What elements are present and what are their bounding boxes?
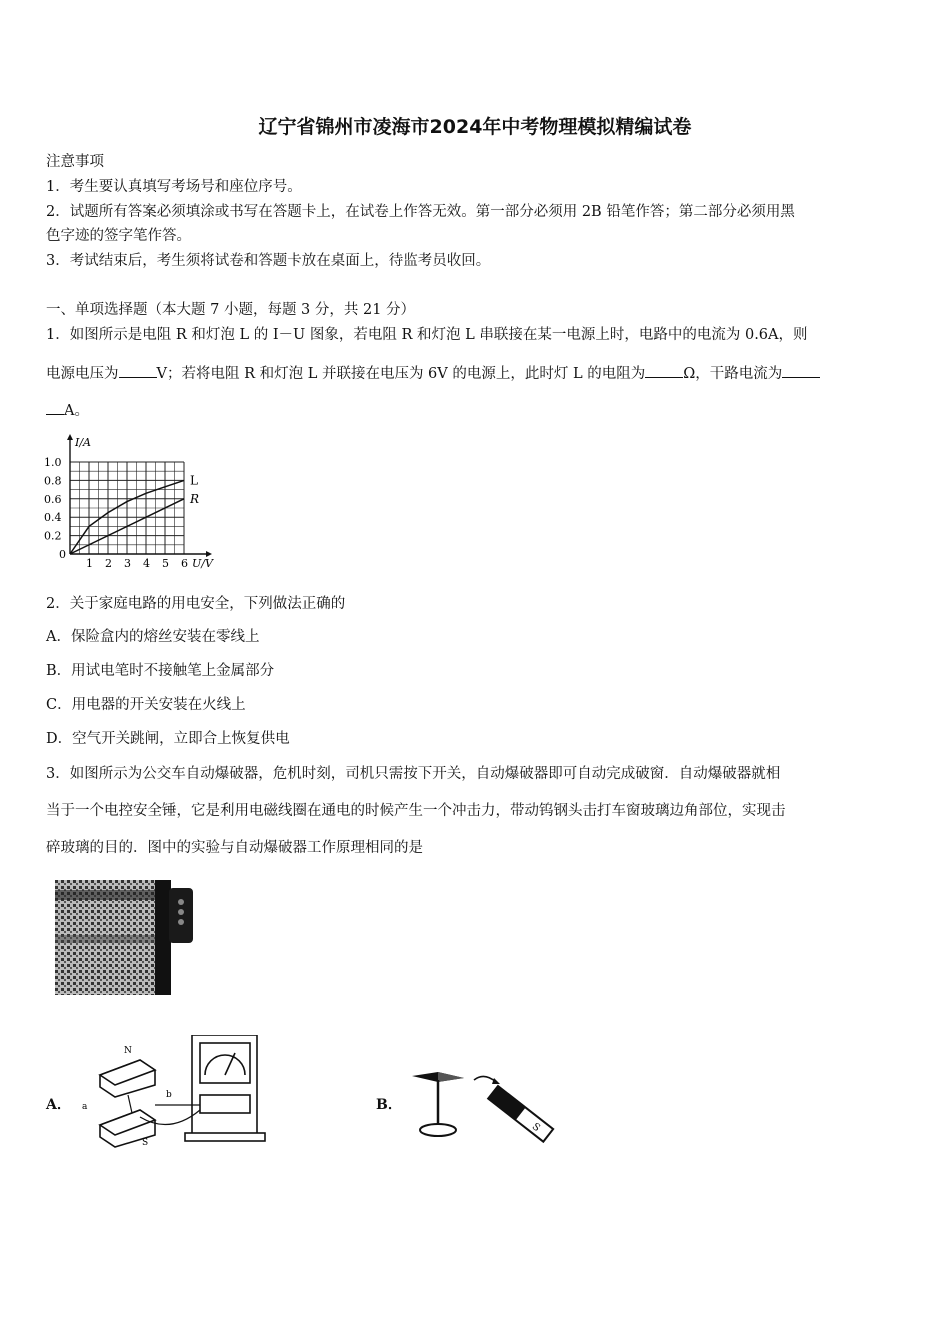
- fig-label-s: S: [142, 1138, 149, 1148]
- x-tick-label: 5: [162, 557, 169, 570]
- q1-line1: 1．如图所示是电阻 R 和灯泡 L 的 I－U 图象，若电阻 R 和灯泡 L 串联接在某一电源上时，电路中的电流为 0.6A，则: [46, 327, 808, 343]
- y-tick-label: 0.2: [44, 529, 62, 543]
- fig-label-a: a: [82, 1102, 88, 1112]
- y-tick-label: 0.8: [44, 474, 62, 488]
- q1-text-a: 电源电压为: [46, 366, 119, 382]
- answer-blank-1[interactable]: [119, 363, 157, 378]
- q3-option-b-label[interactable]: B．: [376, 1097, 402, 1113]
- q2-option-b[interactable]: B．用试电笔时不接触笔上金属部分: [46, 663, 275, 679]
- fig-label-b: b: [166, 1090, 172, 1100]
- magnet-label-s: S: [529, 1121, 542, 1135]
- answer-blank-2[interactable]: [645, 363, 683, 378]
- q1-text-c: Ω，干路电流为: [683, 366, 783, 382]
- y-tick-label: 0.4: [44, 511, 62, 525]
- q1-text-end: A。: [64, 403, 89, 419]
- q3-line2: 当于一个电控安全锤，它是利用电磁线圈在通电的时候产生一个冲击力，带动钨钢头击打车窗玻璃边角部位，实现击: [46, 803, 786, 819]
- section-heading: 一、单项选择题（本大题 7 小题，每题 3 分，共 21 分）: [46, 302, 416, 318]
- q2-stem: 2．关于家庭电路的用电安全，下列做法正确的: [46, 596, 346, 612]
- x-tick-label: 1: [86, 557, 93, 570]
- q3-option-a-figure: [80, 1035, 270, 1150]
- notice-item-3: 3．考试结束后，考生须将试卷和答题卡放在桌面上，待监考员收回。: [46, 253, 491, 269]
- q2-option-c[interactable]: C．用电器的开关安装在火线上: [46, 697, 246, 713]
- q3-line1: 3．如图所示为公交车自动爆破器，危机时刻，司机只需按下开关，自动爆破器即可自动完成破窗．自动爆破器就相: [46, 766, 781, 782]
- q2-option-d[interactable]: D．空气开关跳闸，立即合上恢复供电: [46, 731, 290, 747]
- q1-line3: [46, 400, 89, 421]
- notice-item-2: 2．试题所有答案必须填涂或书写在答题卡上，在试卷上作答无效。第一部分必须用 2B 铅笔作答；第二部分必须用黑: [46, 204, 795, 220]
- q1-line2: [46, 363, 820, 384]
- x-tick-label: 2: [105, 557, 112, 570]
- x-tick-label: 3: [124, 557, 131, 570]
- iu-chart: [40, 430, 240, 575]
- answer-blank-3-cont: [46, 400, 64, 415]
- series-label-R: R: [190, 491, 200, 506]
- bus-breaker-photo: [55, 880, 205, 1000]
- notice-heading: 注意事项: [46, 154, 104, 170]
- page-title: 辽宁省锦州市凌海市2024年中考物理模拟精编试卷: [258, 116, 692, 138]
- y-axis-label: I/A: [75, 436, 91, 449]
- notice-item-2-cont: 色字迹的签字笔作答。: [46, 228, 191, 244]
- q3-option-a-label[interactable]: A．: [46, 1097, 71, 1113]
- y-tick-label: 1.0: [44, 456, 62, 469]
- q3-option-b-figure: [408, 1060, 568, 1145]
- q1-text-b: V；若将电阻 R 和灯泡 L 并联接在电压为 6V 的电源上，此时灯 L 的电阻为: [156, 366, 646, 382]
- origin-label: 0: [59, 548, 66, 561]
- answer-blank-3[interactable]: [782, 363, 820, 378]
- q2-option-a[interactable]: A．保险盒内的熔丝安装在零线上: [46, 629, 260, 645]
- x-axis-label: U/V: [192, 557, 213, 570]
- x-tick-label: 6: [181, 557, 188, 570]
- series-label-L: L: [190, 473, 198, 488]
- chart-grid: [70, 462, 184, 554]
- fig-label-n: N: [124, 1046, 132, 1056]
- q3-line3: 碎玻璃的目的．图中的实验与自动爆破器工作原理相同的是: [46, 840, 423, 856]
- y-tick-label: 0.6: [44, 492, 62, 506]
- notice-item-1: 1．考生要认真填写考场号和座位序号。: [46, 179, 302, 195]
- x-tick-label: 4: [143, 557, 150, 570]
- y-axis-arrow: [67, 434, 73, 440]
